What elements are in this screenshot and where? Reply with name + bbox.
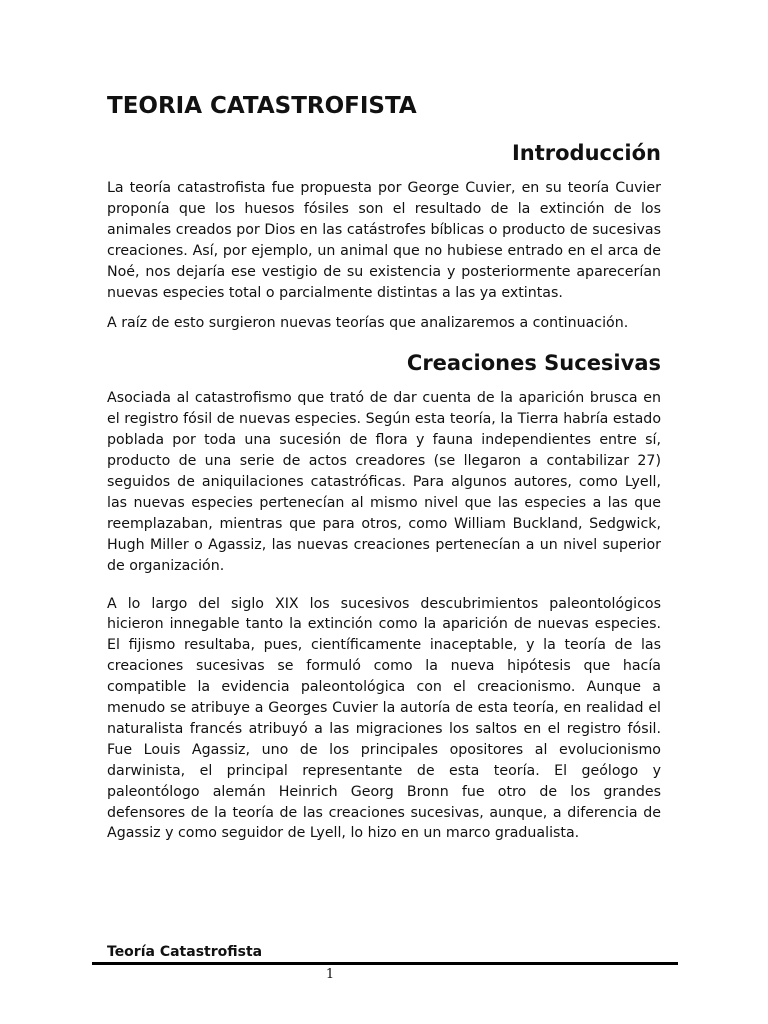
footer-divider <box>92 962 678 965</box>
paragraph-introduccion-2: A raíz de esto surgieron nuevas teorías que analizaremos a continuación. <box>107 315 629 332</box>
document-body <box>107 90 661 854</box>
paragraph-introduccion-1: La teoría catastrofista fue propuesta por George Cuvier, en su teoría Cuvier proponía que los huesos fósiles son el resultado de la extinción de los animales creados por Dios en las catástrofes bíblicas o producto de sucesivas creaciones. Así, por ejemplo, un animal que no hubiese entrado en el arca de Noé, nos dejaría ese vestigio de su existencia y posteriormente aparecerían nuevas especies total o parcialmente distintas a las ya extintas. <box>107 180 661 301</box>
section-heading-introduccion: Introducción <box>511 141 661 165</box>
section-heading-creaciones-sucesivas: Creaciones Sucesivas <box>406 351 661 376</box>
document-title: TEORIA CATASTROFISTA <box>107 93 417 119</box>
paragraph-creaciones-1: Asociada al catastrofismo que trató de dar cuenta de la aparición brusca en el registro fósil de nuevas especies. Según esta teoría, la Tierra habría estado poblada por toda una sucesión de flora y fauna independientes entre sí, producto de una serie de actos creadores (se llegaron a contabilizar 27) seguidos de aniquilaciones catastróficas. Para algunos autores, como Lyell, las nuevas especies pertenecían al mismo nivel que las especies a las que reemplazaban, mientras que para otros, como William Buckland, Sedgwick, Hugh Miller o Agassiz, las nuevas creaciones pertenecían a un nivel superior de organización. <box>107 390 661 574</box>
paragraph-creaciones-2: A lo largo del siglo XIX los sucesivos descubrimientos paleontológicos hicieron innegable tanto la extinción como la aparición de nuevas especies. El fijismo resultaba, pues, científicamente inaceptable, y la teoría de las creaciones sucesivas se formuló como la nueva hipótesis que hacía compatible la evidencia paleontológica con el creacionismo. Aunque a menudo se atribuye a Georges Cuvier la autoría de esta teoría, en realidad el naturalista francés atribuyó a las migraciones los saltos en el registro fósil. Fue Louis Agassiz, uno de los principales opositores al evolucionismo darwinista, el principal representante de esta teoría. El geólogo y paleontólogo alemán Heinrich Georg Bronn fue otro de los grandes defensores de la teoría de las creaciones sucesivas, aunque, a diferencia de Agassiz y como seguidor de Lyell, lo hizo en un marco gradualista. <box>107 595 661 842</box>
page-number: 1 <box>325 967 335 982</box>
footer-title: Teoría Catastrofista <box>107 944 263 960</box>
